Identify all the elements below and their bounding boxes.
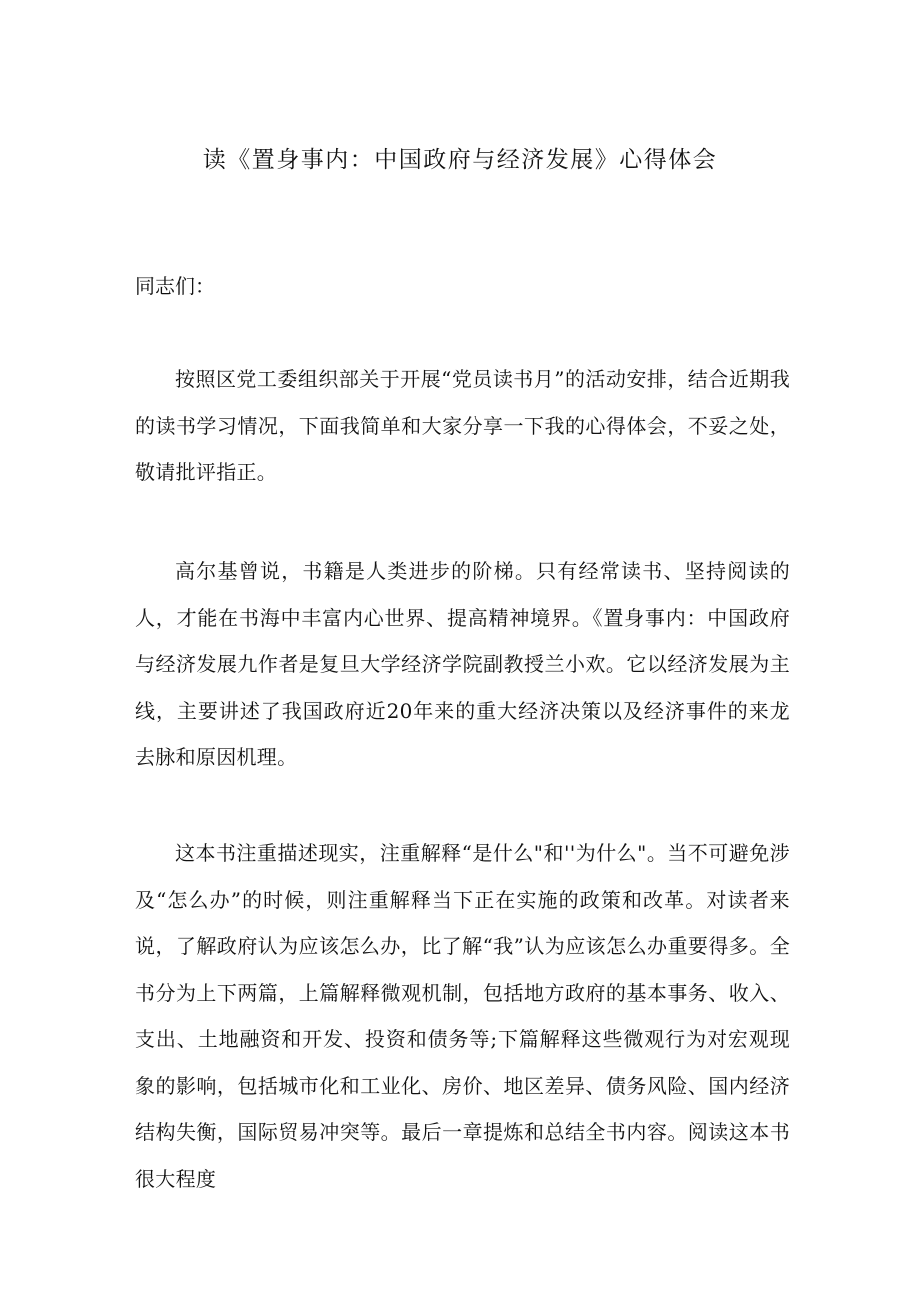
greeting: 同志们： bbox=[135, 274, 215, 298]
paragraph-1: 按照区党工委组织部关于开展“党员读书月”的活动安排，结合近期我的读书学习情况，下面我简单和大家分享一下我的心得体会，不妥之处，敬请批评指正。 bbox=[135, 367, 790, 484]
paragraph-2: 高尔基曾说，书籍是人类进步的阶梯。只有经常读书、坚持阅读的人，才能在书海中丰富内心世界、提高精神境界。《置身事内：中国政府与经济发展九作者是复旦大学经济学院副教授兰小欢。它以经济发展为主线，主要讲述了我国政府近20年来的重大经济决策以及经济事件的来龙去脉和原因机理。 bbox=[135, 559, 790, 769]
paragraph-3: 这本书注重描述现实，注重解释“是什么"和''为什么"。当不可避免涉及“怎么办”的时候，则注重解释当下正在实施的政策和改革。对读者来说，了解政府认为应该怎么办，比了解“我”认为应该怎么办重要得多。全书分为上下两篇，上篇解释微观机制，包括地方政府的基本事务、收入、支出、土地融资和开发、投资和债务等;下篇解释这些微观行为对宏观现象的影响，包括城市化和工业化、房价、地区差异、债务风险、国内经济结构失衡，国际贸易冲突等。最后一章提炼和总结全书内容。阅读这本书很大程度 bbox=[135, 841, 790, 1191]
document-title: 读《置身事内：中国政府与经济发展》心得体会 bbox=[202, 147, 718, 173]
